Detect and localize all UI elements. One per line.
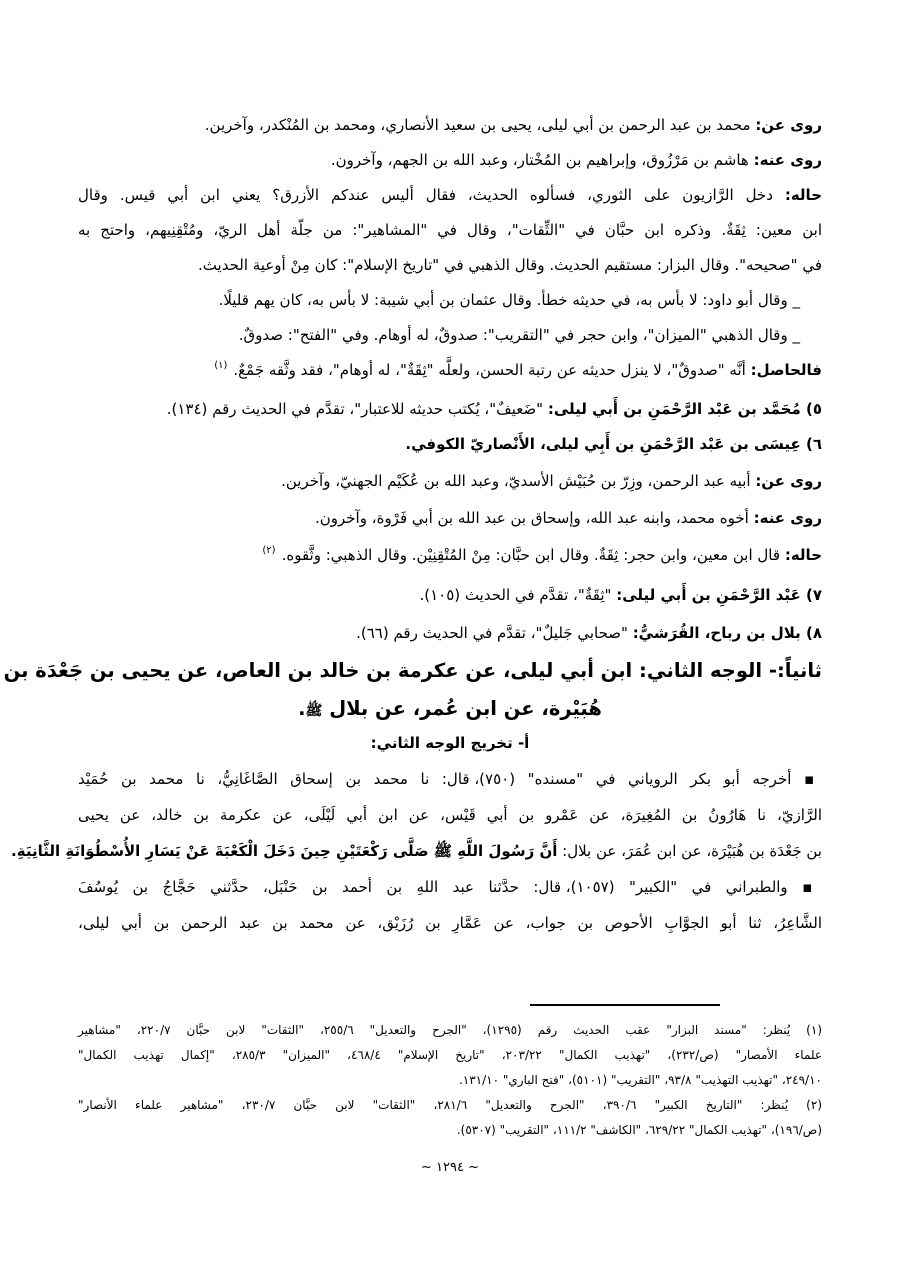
text-line [78, 501, 822, 535]
heading-text: ابن أبي ليلى، عن عكرمة بن خالد بن العاص، عن يحيى بن جَعْدَة بن [3, 659, 640, 682]
section-heading-cont: هُبَيْرة، عن ابن عُمر، عن بلال ﷺ. [298, 697, 602, 720]
text-line [78, 143, 822, 177]
narrator-name: ٦) عِيسَى بن عَبْد الرَّحْمَنِ بن أَبِي ليلى، الأَنْصاريّ الكوفي. [405, 435, 822, 453]
footnote-line: (١) يُنظر: "مسند البزار" عقب الحديث رقم (١٢٩٥)، "الجرح والتعديل" ٢٥٥/٦، "الثقات" لابن حبَّان ٢٢٠/٧، "مشاهير [78, 1023, 822, 1037]
subsection-heading: أ- تخريج الوجه الثاني: [370, 734, 530, 752]
line-text: أبيه عبد الرحمن، وزِرّ بن حُبَيْش الأسديّ، وعبد الله بن عُكَيْم الجهنيّ، وآخرين. [281, 472, 756, 490]
text-line [11, 834, 822, 868]
text-line [78, 108, 822, 142]
narrator-entry [78, 578, 822, 612]
line-text: محمد بن عبد الرحمن بن أبي ليلى، يحيى بن سعيد الأنصاري، ومحمد بن المُنْكدر، وآخرين. [204, 116, 756, 134]
footnote-line: علماء الأمصار" (ص/٢٣٢)، "تهذيب الكمال" ٢٠٣/٢٢، "تاريخ الإسلام" ٤٦٨/٤، "الميزان" ٢٨٥/٣، "إكمال تهذيب الكمال" [78, 1048, 823, 1062]
heading-text: هُبَيْرة، عن ابن عُمر، عن بلال [329, 697, 602, 720]
label: فالحاصل: [750, 361, 822, 379]
label: روى عنه: [753, 151, 822, 169]
footnote-line: ٢٤٩/١٠، "تهذيب التهذيب" ٩٣/٨، "التقريب" (٥١٠١)، "فتح الباري" ١٣١/١٠. [458, 1073, 822, 1087]
text-line [78, 464, 822, 498]
footnote-line: (٢) يُنظر: "التاريخ الكبير" ٣٩٠/٦، "الجرح والتعديل" ٢٨١/٦، "الثقات" لابن حبَّان ٢٣٠/٧، "مشاهير علماء الأنصار" [78, 1098, 823, 1112]
narrator-name: ٧) عَبْد الرَّحْمَنِ بن أَبي ليلى: [616, 586, 822, 604]
page-number: ~ ١٢٩٤ ~ [421, 1160, 479, 1175]
text-line: ابن معين: ثِقَةٌ. وذكره ابن حبَّان في "الثِّقات"، وقال في "المشاهير": من جلّة أهل الريّ، ومُتْقِنِيهم، واحتج به [78, 221, 822, 239]
text-line: _ وقال أبو داود: لا بأس به، في حديثه خطأ. وقال عثمان بن أبي شيبة: لا بأس به، كان يهم قليلًا. [218, 291, 800, 309]
line-text: هاشم بن مَرْزُوق، وإبراهيم بن المُخْتار، وعبد الله بن الجهم، وآخرون. [330, 151, 754, 169]
footnote-separator [530, 1004, 720, 1006]
label: روى عن: [755, 116, 822, 134]
text-line: الشَّاعِرُ، ثنا أبو الجوَّابِ الأحوص بن جواب، عن عَمَّارِ بن رُزَيْق، عن محمد بن عبد الرحمن بن أبي ليلى، [78, 914, 822, 932]
footnote-ref[interactable]: (٢) [262, 545, 276, 556]
narrator-entry [78, 616, 822, 650]
narrator-name: ٥) مُحَمَّد بن عَبْد الرَّحْمَنِ بن أَبي ليلى: [547, 400, 822, 418]
text-line [78, 353, 822, 387]
line-text: دخل الرَّازيون على الثوري، فسألوه الحديث، فقال أليس عندكم الأزرق؟ يعني ابن أبي قيس. وقال [78, 186, 785, 204]
line-text: "ضَعيفٌ"، يُكتب حديثه للاعتبار"، تقدَّم في الحديث رقم (١٣٤). [166, 400, 548, 418]
label: روى عنه: [753, 509, 822, 527]
narrator-entry [78, 392, 822, 426]
heading-label: ثانياً:- الوجه الثاني: [639, 659, 822, 682]
label: روى عن: [755, 472, 822, 490]
text-line: ▪ والطبراني في "الكبير" (١٠٥٧)، قال: حدَّثنا عبد اللهِ بن أحمد بن حَنْبَل، حدَّثني حَجَّاجُ بن يُوسُفَ [78, 878, 822, 896]
text-line [78, 178, 822, 212]
line-text: أنَّه "صدوقٌ"، لا ينزل حديثه عن رتبة الحسن، ولعلَّه "ثِقَةٌ"، له أوهام"، فقد وثَّقه جَمْعٌ. [233, 361, 751, 379]
line-text: بن جَعْدَة بن هُبَيْرَة، عن ابن عُمَرَ، عن بلال: [557, 842, 822, 860]
text-line [78, 538, 822, 572]
label: حاله: [784, 186, 822, 204]
line-text: أخوه محمد، وابنه عبد الله، وإسحاق بن عبد الله بن أبي فَرْوة، وآخرون. [314, 509, 754, 527]
footnote-line: (ص/١٩٦)، "تهذيب الكمال" ٦٢٩/٢٢، "الكاشف" ١١١/٢، "التقريب" (٥٣٠٧). [456, 1123, 822, 1137]
narrator-entry [78, 427, 822, 461]
line-text: قال ابن معين، وابن حجر: ثِقَةٌ. وقال ابن حبَّان: مِنْ المُتْقِنِيْن. وقال الذهبي: وثَّقوه. [281, 546, 785, 564]
line-text: "صحابي جَليلٌ"، تقدَّم في الحديث رقم (٦٦). [356, 624, 633, 642]
label: حاله: [784, 546, 822, 564]
text-line: _ وقال الذهبي "الميزان"، وابن حجر في "التقريب": صدوقٌ، له أوهام. وفي "الفتح": صدوقٌ. [238, 326, 800, 344]
footnote-ref[interactable]: (١) [214, 360, 228, 371]
section-heading [3, 652, 822, 690]
line-text: "ثِقَةٌ"، تقدَّم في الحديث (١٠٥). [419, 586, 617, 604]
honorific-glyph: ﷺ [305, 703, 323, 719]
text-line: الرَّازيّ، نا هَارُونُ بن المُغِيرَة، عن عَمْرو بن أبي قَيْس، عن ابن أبي لَيْلَى، عن عكرمة بن خالد، عن يحيى [78, 806, 822, 824]
text-line: ▪ أخرجه أبو بكر الروياني في "مسنده" (٧٥٠)، قال: نا محمد بن إسحاق الصَّاغَانِيُّ، نا محمد بن حُمَيْد [78, 770, 823, 788]
hadith-text: أَنَّ رَسُولَ اللَّهِ ﷺ صَلَّى رَكْعَتَيْنِ حِينَ دَخَلَ الْكَعْبَةَ عَنْ يَسَارِ الأُسْطُوَانَةِ الثَّانِيَةِ. [11, 842, 558, 860]
narrator-name: ٨) بلال بن رباح، القُرَشيُّ: [632, 624, 822, 642]
footnotes [78, 1018, 822, 1143]
text-line: في "صحيحه". وقال البزار: مستقيم الحديث. وقال الذهبي في "تاريخ الإسلام": كان مِنْ أوعية الحديث. [198, 256, 822, 274]
